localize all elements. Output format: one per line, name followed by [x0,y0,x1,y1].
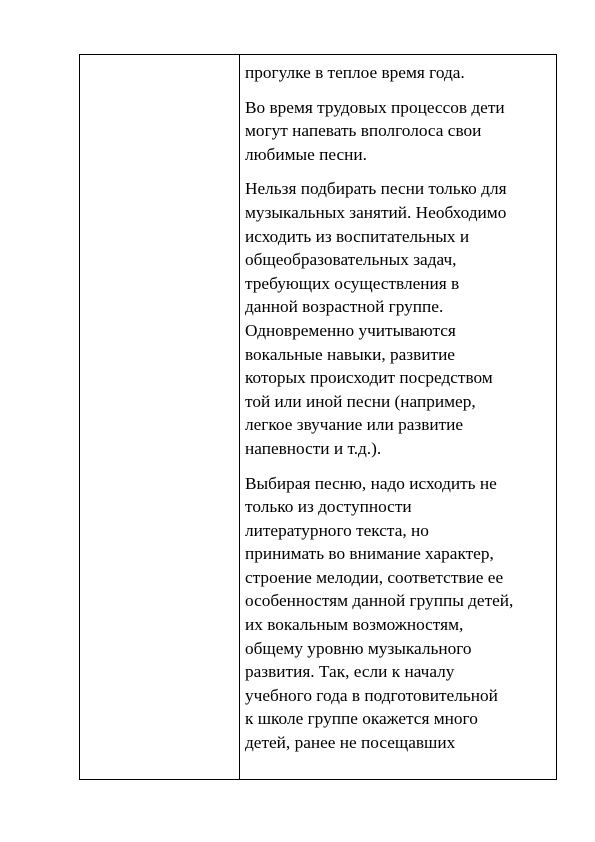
text-line: которых происходит посредством [245,368,493,388]
text-paragraph [245,96,557,167]
text-line: музыкальных занятий. Необходимо [245,202,507,222]
text-line: детей, ранее не посещавших [245,733,456,753]
text-line: литературного текста, но [245,520,429,540]
text-line: Во время трудовых процессов дети [245,97,505,117]
text-line: исходить из воспитательных и [245,226,470,246]
text-line: учебного года в подготовительной [245,685,498,705]
text-line: данной возрастной группе. [245,297,444,317]
text-line: к школе группе окажется много [245,709,478,729]
text-line: только из доступности [245,497,412,517]
text-line: могут напевать вполголоса свои [245,121,482,141]
text-line: Одновременно учитываются [245,320,456,340]
text-line: легкое звучание или развитие [245,415,464,435]
text-line: общему уровню музыкального [245,638,472,658]
text-paragraph [245,472,557,755]
text-line: любимые песни. [245,144,367,164]
text-line: вокальные навыки, развитие [245,344,455,364]
table-left-cell [80,55,239,779]
text-line: прогулке в теплое время года. [245,63,465,82]
text-line: развития. Так, если к началу [245,662,455,682]
content-table [79,54,557,780]
text-paragraph [245,61,557,85]
text-line: Выбирая песню, надо исходить не [245,473,497,493]
text-line: особенностям данной группы детей, [245,591,514,611]
text-line: Нельзя подбирать песни только для [245,179,507,199]
text-line: строение мелодии, соответствие ее [245,567,504,587]
text-line: принимать во внимание характер, [245,544,494,564]
text-line: их вокальным возможностям, [245,615,464,635]
text-line: требующих осуществления в [245,273,460,293]
table-column-divider [239,55,240,779]
text-line: той или иной песни (например, [245,391,476,411]
text-line: общеобразовательных задач, [245,250,457,270]
text-paragraph [245,177,557,460]
table-right-cell [245,61,557,766]
text-line: напевности и т.д.). [245,438,382,458]
